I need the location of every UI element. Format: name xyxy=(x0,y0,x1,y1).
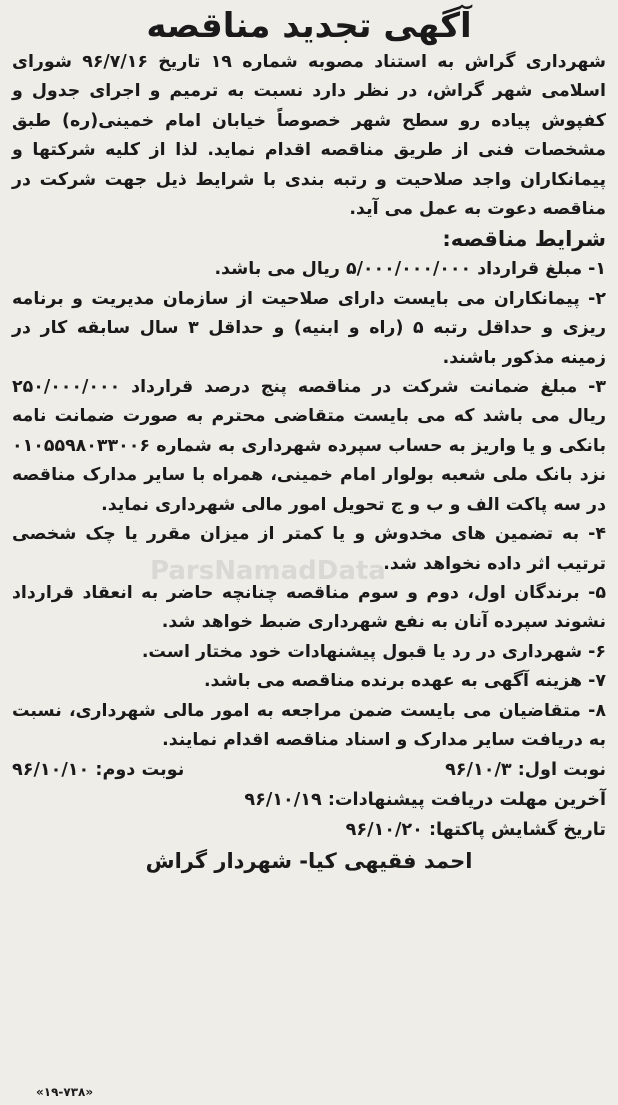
condition-item: ۱- مبلغ قرارداد ۵/۰۰۰/۰۰۰/۰۰۰ ریال می باشد. xyxy=(214,259,606,280)
second-turn-date: نوبت دوم: ۹۶/۱۰/۱۰ xyxy=(12,760,185,781)
watermark: ParsNamadData xyxy=(150,556,386,586)
publication-dates xyxy=(12,755,606,785)
condition-item: ۵- برندگان اول، دوم و سوم مناقصه چنانچه حاضر به انعقاد قرارداد نشوند سپرده آنان به نفع شهرداری ضبط خواهد شد. xyxy=(12,582,606,633)
notice-intro: شهرداری گراش به استناد مصوبه شماره ۱۹ تاریخ ۹۶/۷/۱۶ شورای اسلامی شهر گراش، در نظر دارد نسبت به ترمیم و اجرای جدول و کفپوش پیاده رو سطح شهر خصوصاً خیابان امام خمینی(ره) طبق مشخصات فنی از طریق مناقصه اقدام نماید. لذا از کلیه شرکتها و پیمانکاران واجد صلاحیت و رتبه بندی با شرایط ذیل جهت شرکت در مناقصه دعوت به عمل می آید. xyxy=(12,52,606,220)
condition-item: ۷- هزینه آگهی به عهده برنده مناقصه می باشد. xyxy=(203,671,606,692)
notice-title: آگهی تجدید مناقصه xyxy=(146,6,472,46)
ad-code: «۱۹-۷۳۸» xyxy=(36,1085,94,1099)
condition-item: ۴- به تضمین های مخدوش و یا کمتر از میزان مقرر یا چک شخصی ترتیب اثر داده نخواهد شد. xyxy=(12,524,606,574)
condition-item: ۲- پیمانکاران می بایست دارای صلاحیت از سازمان مدیریت و برنامه ریزی و حداقل رتبه ۵ (راه و ابنیه) و حداقل ۳ سال سابقه کار در زمینه مذکور باشند. xyxy=(12,288,606,368)
condition-item: ۶- شهرداری در رد یا قبول پیشنهادات خود مختار است. xyxy=(141,641,606,662)
submission-deadline: آخرین مهلت دریافت پیشنهادات: ۹۶/۱۰/۱۹ xyxy=(244,790,606,811)
condition-item: ۸- متقاضیان می بایست ضمن مراجعه به امور مالی شهرداری، نسبت به دریافت سایر مدارک و اسناد مناقصه اقدام نمایند. xyxy=(12,700,606,750)
opening-date: تاریخ گشایش پاکتها: ۹۶/۱۰/۲۰ xyxy=(345,820,606,841)
conditions-heading: شرایط مناقصه: xyxy=(442,227,606,252)
condition-item: ۳- مبلغ ضمانت شرکت در مناقصه پنج درصد قرارداد ۲۵۰/۰۰۰/۰۰۰ ریال می باشد که می بایست متقاضی محترم به صورت ضمانت نامه بانکی و یا واریز به حساب سپرده شهرداری به شماره ۰۱۰۵۵۹۸۰۳۳۰۰۶ نزد بانک ملی شعبه بولوار امام خمینی، همراه با سایر مدارک مناقصه در سه پاکت الف و ب و ج تحویل امور مالی شهرداری نماید. xyxy=(12,377,606,515)
first-turn-date: نوبت اول: ۹۶/۱۰/۳ xyxy=(445,760,606,781)
signature: احمد فقیهی کیا- شهردار گراش xyxy=(145,849,473,874)
